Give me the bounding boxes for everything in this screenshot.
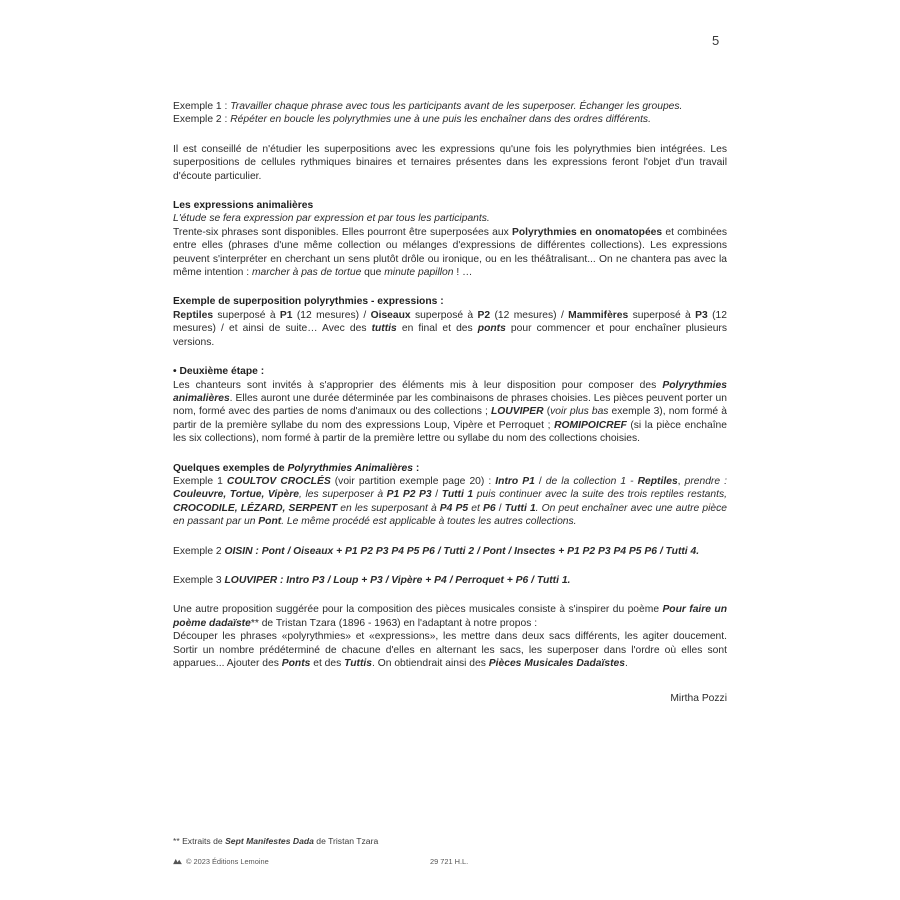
superposition-paragraph (173, 309, 727, 349)
text-run: Trente-six phrases sont disponibles. Elles pourront être superposées aux (173, 226, 513, 238)
text-run: Tuttis (344, 658, 372, 669)
text-run: / (495, 502, 505, 514)
text-run: Polyrythmies animalières (173, 379, 727, 404)
text-run: Reptiles (173, 309, 214, 321)
text-run: , les superposer à (299, 489, 387, 501)
text-run: Intro P1 (495, 475, 535, 487)
example-1-line (173, 100, 727, 113)
text-run: (12 mesures) / (292, 309, 371, 321)
text-run: ROMIPOICREF (554, 419, 627, 431)
text-run: Polyrythmies Animalières (287, 462, 413, 474)
text-run: de Tristan Tzara (313, 836, 379, 846)
text-run: Répéter en boucle les polyrythmies une à une puis les enchaîner dans des ordres différents. (230, 114, 651, 126)
text-run: P3 (695, 309, 708, 321)
text-run: Oiseaux (370, 309, 411, 321)
text-run: P1 (279, 309, 293, 321)
text-run: en final et des (396, 323, 478, 335)
page-body (173, 100, 727, 706)
publisher-logo-icon (173, 858, 182, 865)
text-run: ( (543, 406, 551, 418)
text-run: Il est conseillé de n'étudier les superpositions avec les expressions qu'une fois les polyrythmies bien intégrées. Les superpositions de cellules rythmiques binaires et ternaires présentes dans les expressions feront l'objet d'un travail d'écoute particulier. (173, 143, 727, 182)
text-run: et combinées entre elles (phrases d'une même collection ou mélanges d'expressions de différentes collections). Les expressions peuvent s'interpréter en cherchant un sens plutôt drôle ou ironique, ou en les théâtralisant... On ne chantera pas avec la même intention : (173, 226, 727, 279)
section-heading-second-step: • Deuxième étape : (173, 366, 265, 378)
text-run: (12 mesures) / (490, 309, 569, 321)
text-run: Polyrythmies en onomatopées (512, 226, 663, 238)
text-run: et (468, 502, 483, 514)
text-run: P2 (477, 309, 491, 321)
text-run: (voir partition exemple page 20) : (330, 475, 496, 487)
expressions-intro (173, 212, 727, 225)
text-run: Exemple 3 (173, 574, 225, 586)
expressions-paragraph (173, 226, 727, 280)
text-run: . Le même procédé est applicable à toutes les autres collections. (281, 516, 577, 528)
text-run: pour commencer et pour enchaîner plusieurs versions. (173, 323, 728, 348)
text-run: . On obtiendrait ainsi des (372, 658, 489, 669)
text-run: (12 mesures) / et ainsi de suite… Avec des (173, 309, 727, 335)
text-run: : (413, 462, 420, 474)
text-run: Quelques exemples de (173, 462, 288, 474)
text-run: Une autre proposition suggérée pour la composition des pièces musicales consiste à s'inspirer du poème (173, 604, 663, 616)
example-2-paragraph (173, 545, 727, 558)
text-run: Pont (258, 516, 282, 528)
text-run: ponts (477, 323, 506, 335)
text-run: Reptiles (637, 475, 678, 487)
text-run: superposé à (213, 309, 280, 321)
text-run: en les superposant à (337, 502, 440, 514)
text-run: que (361, 267, 385, 279)
example-1-paragraph (173, 475, 727, 529)
text-run: . Elles auront une durée déterminée par les combinaisons de phrases choisies. Les pièces peuvent porter un nom, formé avec des parties de noms d'animaux ou des collections ; (173, 392, 727, 418)
text-run: minute papillon (384, 267, 454, 279)
text-run: Tutti 1 (441, 489, 474, 501)
text-run: P6 (482, 502, 496, 514)
text-run: superposé à (628, 309, 696, 321)
text-run: marcher à pas de tortue (251, 267, 362, 279)
section-heading-expressions: Les expressions animalières (173, 200, 314, 212)
text-run: tuttis (371, 323, 397, 335)
text-run: Pour faire un poème dadaïste (173, 604, 727, 629)
author-signature: Mirtha Pozzi (670, 693, 727, 705)
text-run: . On peut enchaîner avec une autre pièce en passant par un (173, 502, 727, 528)
text-run: Couleuvre, Tortue, Vipère (173, 489, 300, 501)
text-run: Sept Manifestes Dada (225, 836, 314, 846)
text-run: puis continuer avec la suite des trois reptiles restants, (473, 489, 728, 501)
text-run: LOUVIPER : Intro P3 / Loup + P3 / Vipère + P4 / Perroquet + P6 / Tutti 1. (224, 574, 571, 586)
text-run: OISIN : Pont / Oiseaux + P1 P2 P3 P4 P5 P6 / Tutti 2 / Pont / Insectes + P1 P2 P3 P4 P5 P6 / Tutti 4. (224, 545, 700, 557)
section-heading-examples (173, 462, 727, 475)
second-step-paragraph (173, 379, 727, 446)
text-run: L'étude se fera expression par expression et par tous les participants. (173, 213, 490, 225)
text-run: COULTOV CROCLÉS (226, 475, 331, 487)
text-run: . (625, 658, 628, 669)
text-run: Ponts (281, 658, 311, 669)
text-run: Exemple 1 (173, 475, 227, 487)
catalog-number: 29 721 H.L. (430, 857, 469, 866)
text-run: et des (310, 658, 345, 669)
text-run: LOUVIPER (490, 406, 544, 418)
text-run: CROCODILE, LÉZARD, SERPENT (173, 502, 338, 514)
text-run: Découper les phrases «polyrythmies» et «expressions», les mettre dans deux sacs différents, les agiter doucement. Sortir un nombre prédéterminé de chacune d'elles en alternant les sacs, les superposer dans l'ordre où elles sont apparues... Ajouter des (173, 631, 727, 669)
text-run: Les chanteurs sont invités à s'approprier des éléments mis à leur disposition pour composer des (173, 379, 663, 391)
text-run: exemple 3), nom formé à partir de la première syllabe du nom des expressions Loup, Vipère et Perroquet ; (173, 406, 727, 431)
text-run: ! … (453, 267, 473, 279)
text-run: voir plus bas (550, 406, 609, 418)
text-run: / (534, 475, 546, 487)
text-run: Exemple 2 : (173, 114, 231, 126)
example-3-paragraph (173, 574, 727, 587)
text-run: P4 P5 (439, 502, 469, 514)
copyright-text: © 2023 Éditions Lemoine (186, 857, 269, 866)
text-run: / (431, 489, 442, 501)
text-run: , (677, 475, 685, 487)
text-run: Travailler chaque phrase avec tous les participants avant de les superposer. Échanger les groupes. (230, 101, 683, 112)
footnote (173, 836, 378, 846)
text-run: de la collection 1 - (545, 475, 638, 487)
text-run: P1 P2 P3 (386, 489, 432, 501)
text-run: superposé à (410, 309, 478, 321)
page-number: 5 (712, 33, 720, 48)
text-run: Tutti 1 (504, 502, 536, 514)
dada-method-paragraph (173, 630, 727, 670)
text-run: (si la pièce enchaîne les six collections), nom formé à partir de la première lettre ou syllabe du nom des collections choisies. (173, 419, 728, 445)
text-run: Exemple 2 (173, 545, 225, 557)
text-run: prendre : (684, 475, 727, 487)
dada-proposal-paragraph (173, 603, 727, 630)
footer-copyright (173, 857, 269, 866)
text-run: ** de Tristan Tzara (1896 - 1963) en l'adaptant à notre propos : (250, 617, 538, 629)
example-2-line (173, 113, 727, 126)
section-heading-superposition: Exemple de superposition polyrythmies - expressions : (173, 296, 444, 308)
advice-paragraph (173, 143, 727, 183)
text-run: Exemple 1 : (173, 101, 231, 112)
text-run: ** Extraits de (173, 836, 226, 846)
text-run: Mammifères (568, 309, 629, 321)
text-run: Pièces Musicales Dadaïstes (488, 658, 625, 669)
